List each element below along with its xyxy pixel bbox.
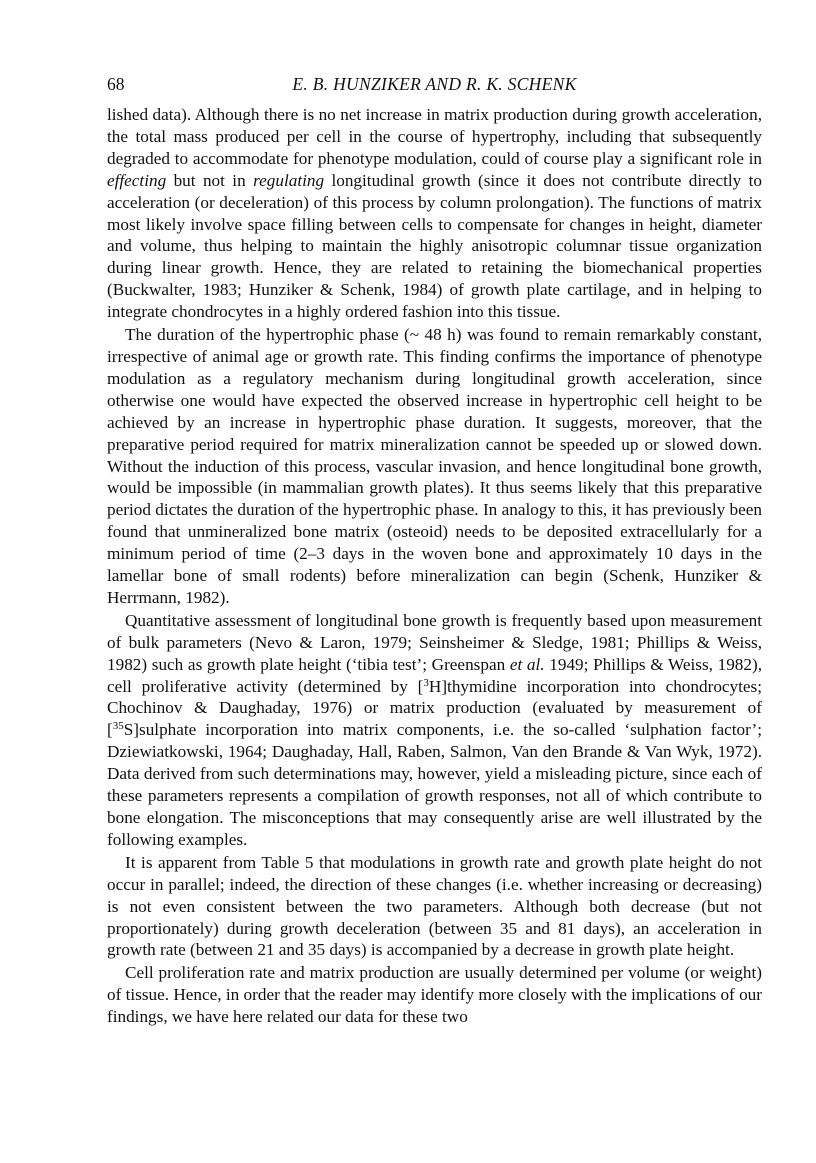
- journal-page: [107, 74, 762, 1028]
- paragraph-3-text-c: H]thymidine incorporation into chondrocytes; Chochinov & Daughaday, 1976) or matrix production (evaluated by measurement of [: [107, 676, 762, 740]
- paragraph-2: The duration of the hypertrophic phase (~ 48 h) was found to remain remarkably constant, irrespective of animal age or growth rate. This finding confirms the importance of phenotype modulation as a regulatory mechanism during longitudinal growth acceleration, since otherwise one would have expected the observed increase in hypertrophic cell height to be achieved by an increase in hypertrophic phase duration. It suggests, moreover, that the preparative period required for matrix mineralization cannot be speeded up or slowed down. Without the induction of this process, vascular invasion, and hence longitudinal bone growth, would be impossible (in mammalian growth plates). It thus seems likely that this preparative period dictates the duration of the hypertrophic phase. In analogy to this, it has previously been found that unmineralized bone matrix (osteoid) needs to be deposited extracellularly for a minimum period of time (2–3 days in the woven bone and approximately 10 days in the lamellar bone of small rodents) before mineralization can begin (Schenk, Hunziker & Herrmann, 1982).: [107, 325, 762, 607]
- paragraph-1-text-c: longitudinal growth (since it does not contribute directly to acceleration (or deceleration) of this process by column prolongation). The functions of matrix most likely involve space filling between cells to compensate for changes in height, diameter and volume, thus helping to maintain the highly anisotropic columnar tissue organization during linear growth. Hence, they are related to retaining the biomechanical properties (Buckwalter, 1983; Hunziker & Schenk, 1984) of growth plate cartilage, and in helping to integrate chondrocytes in a highly ordered fashion into this tissue.: [107, 170, 762, 322]
- paragraph-3: [107, 610, 762, 851]
- paragraph-3-emphasis-et-al: et al.: [509, 654, 545, 674]
- paragraph-1: [107, 104, 762, 323]
- running-head: E. B. HUNZIKER AND R. K. SCHENK: [292, 74, 577, 94]
- paragraph-1-text-a: lished data). Although there is no net increase in matrix production during growth acceleration, the total mass produced per cell in the course of hypertrophy, including that subsequently degraded to accommodate for phenotype modulation, could of course play a significant role in: [107, 105, 762, 168]
- paragraph-5: Cell proliferation rate and matrix production are usually determined per volume (or weight) of tissue. Hence, in order that the reader may identify more closely with the implications of our findings, we have here related our data for these two: [107, 963, 762, 1027]
- paragraph-1-emphasis-regulating: regulating: [253, 170, 325, 190]
- superscript-3: 3: [423, 676, 429, 689]
- paragraph-1-emphasis-effecting: effecting: [107, 170, 167, 190]
- page-header: [107, 74, 762, 104]
- page-number: 68: [107, 74, 125, 94]
- paragraph-3-text-b: 1949; Phillips & Weiss, 1982), cell proliferative activity (determined by [: [107, 654, 762, 696]
- paragraph-1-text-b: but not in: [166, 170, 254, 190]
- superscript-35: 35: [112, 720, 124, 733]
- paragraph-4: It is apparent from Table 5 that modulations in growth rate and growth plate height do not occur in parallel; indeed, the direction of these changes (i.e. whether increasing or decreasing) is not even consistent between the two parameters. Although both decrease (but not proportionately) during growth deceleration (between 35 and 81 days), an acceleration in growth rate (between 21 and 35 days) is accompanied by a decrease in growth plate height.: [107, 852, 762, 960]
- paragraph-3-text-a: Quantitative assessment of longitudinal bone growth is frequently based upon measurement of bulk parameters (Nevo & Laron, 1979; Seinsheimer & Sledge, 1981; Phillips & Weiss, 1982) such as growth plate height (‘tibia test’; Greenspan: [107, 610, 762, 674]
- paragraph-3-text-d: S]sulphate incorporation into matrix components, i.e. the so-called ‘sulphation factor’; Dziewiatkowski, 1964; Daughaday, Hall, Raben, Salmon, Van den Brande & Van Wyk, 1972). Data derived from such determinations may, however, yield a misleading picture, since each of these parameters represents a compilation of growth responses, not all of which contribute to bone elongation. The misconceptions that may consequently arise are well illustrated by the following examples.: [107, 720, 762, 849]
